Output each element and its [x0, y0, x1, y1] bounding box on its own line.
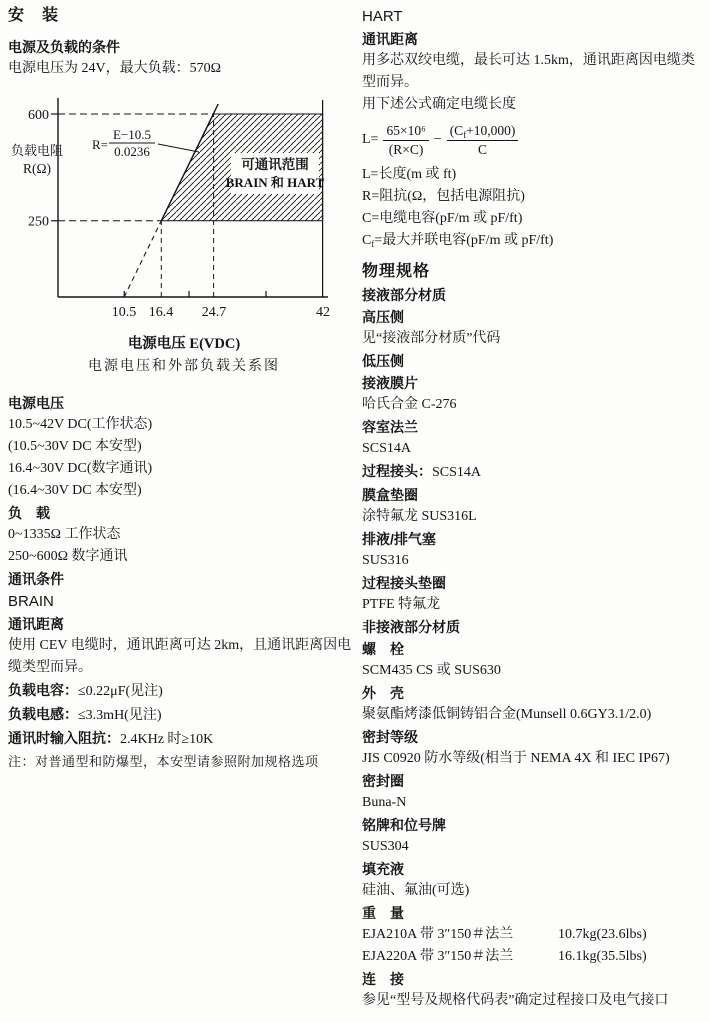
spec-value: 0~1335Ω 工作状态 [8, 527, 121, 542]
spec-heading: 连 接 [362, 971, 404, 987]
weight-model: EJA210A 带 3″150＃法兰 [362, 927, 514, 942]
x-tick-label-24-7: 24.7 [201, 305, 227, 320]
formula-definitions [362, 164, 704, 252]
spec-inline [362, 460, 704, 484]
spec-value: C=电缆电容(pF/m 或 pF/ft) [362, 211, 523, 226]
spec-heading: 高压侧 [362, 309, 404, 325]
spec-inline-label: 通讯时输入阻抗： [8, 730, 120, 746]
spec-heading: 非接液部分材质 [362, 619, 460, 635]
left-column [8, 0, 360, 773]
spec-inline-label: 过程接头： [362, 463, 432, 479]
formula-leader-line [158, 144, 199, 152]
power-load-text: 电源电压为 24V，最大负载：570Ω [8, 61, 222, 76]
weight-value: 10.7kg(23.6lbs) [558, 927, 647, 942]
weight-model: EJA220A 带 3″150＃法兰 [362, 949, 514, 964]
left-spec-list [8, 392, 360, 773]
spec-value: SUS316 [362, 553, 409, 568]
spec-heading: 膜盒垫圈 [362, 487, 418, 503]
region-label-line1: 可通讯范围 [241, 157, 309, 172]
spec-inline-label: 负载电感： [8, 706, 78, 722]
formula-minus: − [433, 132, 442, 147]
formula-fraction-1 [383, 123, 428, 158]
spec-heading: 负 载 [8, 505, 50, 521]
spec-inline-value: ≤3.3mH(见注) [78, 708, 162, 723]
spec-heading: 容室法兰 [362, 419, 418, 435]
spec-heading: 通讯条件 [8, 571, 64, 587]
spec-inline-value: 2.4KHz 时≥10K [120, 732, 214, 747]
spec-heading: 填充液 [362, 861, 404, 877]
spec-heading: 电源电压 [8, 395, 64, 411]
x-tick-label-16-4: 16.4 [148, 305, 174, 320]
spec-inline [8, 703, 360, 727]
spec-value: JIS C0920 防水等级(相当于 NEMA 4X 和 IEC IP67) [362, 751, 670, 766]
physical-spec-list [362, 252, 704, 1012]
spec-value: SCS14A [362, 441, 412, 456]
spec-value: 硅油、氟油(可选) [362, 883, 470, 898]
boundary-formula-numerator: E−10.5 [112, 127, 152, 142]
formula-1-numerator: 65×10⁶ [383, 123, 428, 141]
formula-fraction-2 [447, 123, 519, 158]
formula-2-denominator: C [478, 141, 488, 157]
spec-heading: 通讯距离 [8, 616, 64, 632]
spec-value: 16.4~30V DC(数字通讯) [8, 461, 153, 476]
x-tick-label-10-5: 10.5 [111, 305, 137, 320]
formula-definition: $C_f=$最大并联电容(pF/m 或 pF/ft) [362, 233, 554, 249]
spec-value: 参见“型号及规格代码表”确定过程接口及电气接口 [362, 993, 669, 1008]
spec-heading: 重 量 [362, 905, 404, 921]
boundary-line-dashed [124, 221, 161, 297]
paragraph: 用多芯双绞电缆，最长可达 1.5km，通讯距离因电缆类型而异。 [362, 53, 695, 90]
spec-heading: 接液膜片 [362, 375, 418, 391]
power-load-heading: 电源及负载的条件 [8, 39, 120, 55]
spec-heading: 密封等级 [362, 729, 418, 745]
x-axis-title: 电源电压 E(VDC) [127, 336, 241, 352]
supply-load-chart-canvas [8, 92, 356, 330]
note-line: 注：对普通型和防爆型，本安型请参照附加规格选项 [8, 754, 319, 769]
spec-heading: 低压侧 [362, 353, 404, 369]
boundary-formula-prefix: R= [92, 137, 109, 152]
supply-load-chart [8, 92, 360, 378]
spec-value: R=阻抗(Ω，包括电源阻抗) [362, 189, 525, 204]
formula-lhs: L= [362, 132, 379, 147]
spec-value: 10.5~42V DC(工作状态) [8, 417, 153, 432]
spec-value: 250~600Ω 数字通讯 [8, 549, 128, 564]
chart-captions [8, 332, 360, 378]
boundary-formula-denominator: 0.0236 [114, 144, 150, 159]
figure-title: 电源电压和外部负载关系图 [88, 359, 280, 374]
spec-inline-value: SCS14A [432, 465, 482, 480]
spec-heading: 铭牌和位号牌 [362, 817, 446, 833]
right-column [362, 0, 704, 1012]
weight-row [362, 924, 704, 946]
spec-heading: 密封圈 [362, 773, 404, 789]
spec-value: PTFE 特氟龙 [362, 597, 441, 612]
y-tick-label-600: 600 [28, 108, 49, 123]
spec-inline [8, 727, 360, 751]
section-title-installation: 安 装 [8, 7, 60, 24]
protocol-name-hart: HART [362, 8, 403, 25]
spec-heading: 外 壳 [362, 685, 404, 701]
paragraph: 使用 CEV 电缆时，通讯距离可达 2km，且通讯距离因电缆类型而异。 [8, 638, 352, 675]
region-label-line2: BRAIN 和 HART [225, 175, 325, 190]
section-title: 物理规格 [362, 263, 431, 280]
spec-value: 用下述公式确定电缆长度 [362, 97, 516, 112]
spec-heading: 通讯距离 [362, 31, 418, 47]
spec-value: SCM435 CS 或 SUS630 [362, 663, 501, 678]
y-tick-label-250: 250 [28, 214, 49, 230]
spec-value: 涂特氟龙 SUS316L [362, 509, 477, 524]
spec-value: 哈氏合金 C-276 [362, 397, 457, 412]
spec-value: SUS304 [362, 839, 409, 854]
spec-heading: 排液/排气塞 [362, 531, 436, 547]
formula-2-numerator: $(C_f+10,000)$ [447, 123, 519, 141]
cable-length-formula [362, 117, 704, 163]
spec-inline [8, 679, 360, 703]
spec-value: 见“接液部分材质”代码 [362, 331, 501, 346]
spec-heading: 过程接头垫圈 [362, 575, 446, 591]
spec-inline-value: ≤0.22μF(见注) [78, 684, 163, 699]
protocol-name: BRAIN [8, 593, 54, 610]
formula-1-denominator: (R×C) [388, 141, 424, 157]
spec-value: (10.5~30V DC 本安型) [8, 439, 142, 454]
x-tick-label-42: 42 [316, 305, 330, 320]
spec-value: Buna-N [362, 795, 407, 810]
spec-heading: 螺 栓 [362, 641, 404, 657]
spec-value: (16.4~30V DC 本安型) [8, 483, 142, 498]
spec-heading: 接液部分材质 [362, 287, 446, 303]
y-axis-label-line1: 负载电阻 [11, 143, 64, 158]
spec-value: L=长度(m 或 ft) [362, 167, 457, 182]
hart-comm-list [362, 28, 704, 116]
y-axis-label-line2: R(Ω) [23, 161, 52, 176]
weight-value: 16.1kg(35.5lbs) [558, 949, 647, 964]
spec-inline-label: 负载电容： [8, 682, 78, 698]
spec-value: 聚氨酯烤漆低铜铸铝合金(Munsell 0.6GY3.1/2.0) [362, 707, 652, 722]
weight-row [362, 946, 704, 968]
